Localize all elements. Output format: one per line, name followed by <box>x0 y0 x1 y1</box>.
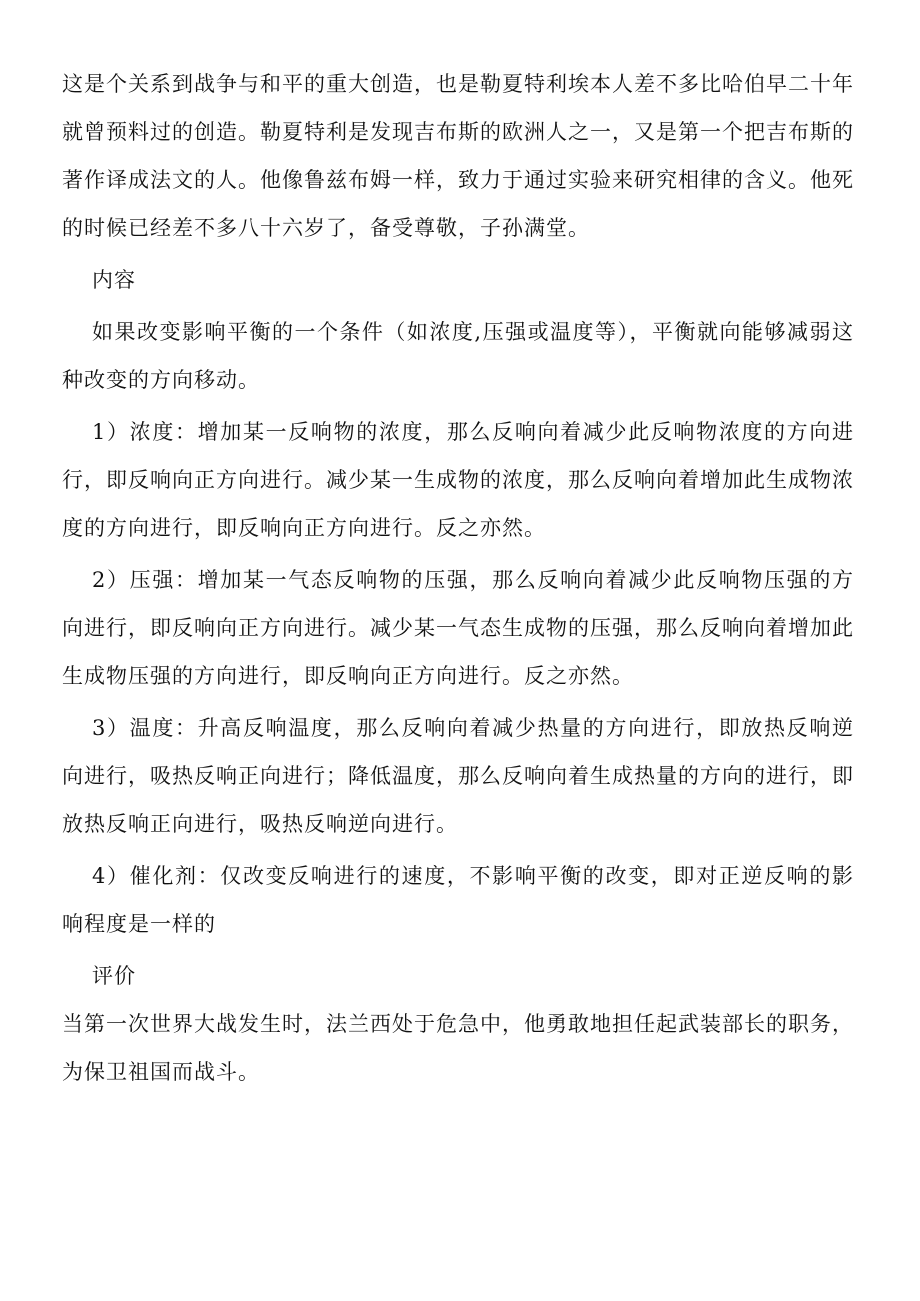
document-page <box>62 60 854 1096</box>
paragraph-pressure: 2）压强：增加某一气态反响物的压强，那么反响向着减少此反响物压强的方向进行，即反响向正方向进行。减少某一气态生成物的压强，那么反响向着增加此生成物压强的方向进行，即反响向正方向进行。反之亦然。 <box>62 568 854 688</box>
paragraph-temperature: 3）温度：升高反响温度，那么反响向着减少热量的方向进行，即放热反响逆向进行，吸热反响正向进行；降低温度，那么反响向着生成热量的方向的进行，即放热反响正向进行，吸热反响逆向进行。 <box>62 716 854 836</box>
paragraph-principle: 如果改变影响平衡的一个条件（如浓度,压强或温度等），平衡就向能够减弱这种改变的方向移动。 <box>62 320 854 392</box>
section-heading-review: 评价 <box>92 964 136 988</box>
paragraph-le-chatelier-bio: 这是个关系到战争与和平的重大创造，也是勒夏特利埃本人差不多比哈伯早二十年就曾预料过的创造。勒夏特利是发现吉布斯的欧洲人之一，又是第一个把吉布斯的著作译成法文的人。他像鲁兹布姆一样，致力于通过实验来研究相律的含义。他死的时候已经差不多八十六岁了，备受尊敬，子孙满堂。 <box>62 72 854 240</box>
paragraph-review: 当第一次世界大战发生时，法兰西处于危急中，他勇敢地担任起武装部长的职务，为保卫祖国而战斗。 <box>62 1012 854 1084</box>
paragraph-concentration: 1）浓度：增加某一反响物的浓度，那么反响向着减少此反响物浓度的方向进行，即反响向正方向进行。减少某一生成物的浓度，那么反响向着增加此生成物浓度的方向进行，即反响向正方向进行。反之亦然。 <box>62 420 854 540</box>
section-heading-content: 内容 <box>92 268 136 292</box>
paragraph-catalyst: 4）催化剂：仅改变反响进行的速度，不影响平衡的改变，即对正逆反响的影响程度是一样的 <box>62 864 854 936</box>
